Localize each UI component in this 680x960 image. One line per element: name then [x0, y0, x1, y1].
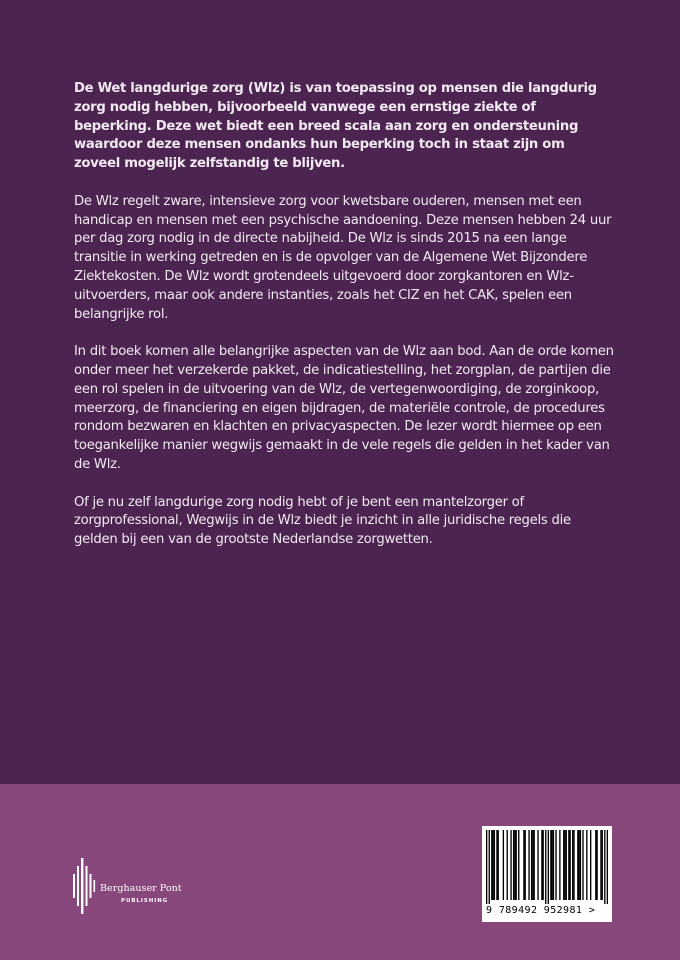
publisher-logo-icon [72, 856, 100, 916]
publisher-tagline: PUBLISHING [121, 898, 169, 904]
barcode-bar [492, 830, 493, 900]
barcode-bar [507, 830, 508, 900]
barcode-bar [523, 830, 524, 900]
barcode-bar [494, 830, 495, 900]
barcode-bar [543, 830, 544, 900]
barcode-bar [491, 830, 492, 900]
barcode-bar [553, 830, 554, 900]
barcode-bar [596, 830, 597, 900]
blurb-text [74, 80, 614, 569]
barcode-bar [566, 830, 567, 900]
barcode-bar [550, 830, 551, 900]
publisher-name: Berghauser Pont [100, 883, 182, 894]
barcode-bar [510, 830, 511, 900]
barcode-bar [604, 830, 605, 904]
barcode-bar [569, 830, 570, 900]
barcode-bar [582, 830, 583, 900]
barcode-bar [518, 830, 519, 900]
barcode-bar [573, 830, 574, 900]
barcode-bar [532, 830, 533, 900]
barcode-bar [541, 830, 542, 900]
barcode-bar [525, 830, 526, 900]
barcode-bar [537, 830, 538, 900]
blurb-paragraph-3: In dit boek komen alle belangrijke aspecten van de Wlz aan bod. Aan de orde komen onder meer het verzekerde pakket, de indicatiestelling, het zorgplan, de partijen die een rol spelen in de uitvoering van de Wlz, de vertegenwoordiging, de zorginkoop, meerzorg, de financiering en eigen bijdragen, de materiële controle, de procedures rondom bezwaren en klachten en privacyaspecten. De lezer wordt hiermee op een toegankelijke manier wegwijs gemaakt in de vele regels die gelden in het kader van de Wlz. [74, 344, 614, 472]
isbn-number: 9 789492 952981 > [486, 905, 596, 916]
barcode-bar [514, 830, 515, 900]
barcode-bar [486, 830, 487, 904]
barcode-bar [534, 830, 535, 900]
blurb-lead-paragraph: De Wet langdurige zorg (Wlz) is van toepassing op mensen die langdurig zorg nodig hebben, bijvoorbeeld vanwege een ernstige ziekte of beperking. Deze wet biedt een breed scala aan zorg en ondersteuning waardoor deze mensen ondanks hun beperking toch in staat zijn om zoveel mogelijk zelfstandig te blijven. [74, 81, 597, 172]
barcode-bar [577, 830, 578, 900]
publisher-logo [72, 856, 202, 916]
barcode-bar [578, 830, 579, 900]
barcode-bar [602, 830, 603, 900]
blurb-paragraph-4: Of je nu zelf langdurige zorg nodig hebt of je bent een mantelzorger of zorgprofessional, Wegwijs in de Wlz biedt je inzicht in alle juridische regels die gelden bij een van de grootste Nederlandse zorgwetten. [74, 494, 571, 548]
barcode-bar [513, 830, 514, 900]
barcode-bar [559, 830, 560, 900]
barcode-bar [496, 830, 497, 900]
barcode-bar [551, 830, 552, 900]
barcode-bar [568, 830, 569, 900]
barcode-bar [528, 830, 529, 900]
barcode-bar [563, 830, 564, 900]
barcode-bar [489, 830, 490, 904]
barcode-bar [503, 830, 504, 900]
barcode-bar [545, 830, 546, 904]
barcode-bar [586, 830, 587, 900]
barcode-bar [516, 830, 517, 900]
barcode-bars [486, 830, 608, 904]
barcode-bar [564, 830, 565, 900]
barcode-bar [607, 830, 608, 904]
isbn-barcode [482, 826, 612, 922]
barcode-bar [590, 830, 591, 900]
barcode-bar [548, 830, 549, 904]
barcode-bar [595, 830, 596, 900]
barcode-bar [580, 830, 581, 900]
blurb-paragraph-2: De Wlz regelt zware, intensieve zorg voor kwetsbare ouderen, mensen met een handicap en mensen met een psychische aandoening. Deze mensen hebben 24 uur per dag zorg nodig in de directe nabijheid. De Wlz is sinds 2015 na een lange transitie in werking getreden en is de opvolger van de Algemene Wet Bijzondere Ziektekosten. De Wlz wordt grotendeels uitgevoerd door zorgkantoren en Wlz-uitvoerders, maar ook andere instanties, zoals het CIZ en het CAK, spelen een belangrijke rol. [74, 193, 612, 322]
barcode-bar [555, 830, 556, 900]
barcode-bar [531, 830, 532, 900]
barcode-bar [572, 830, 573, 900]
barcode-bar [498, 830, 499, 900]
barcode-bar [600, 830, 601, 900]
